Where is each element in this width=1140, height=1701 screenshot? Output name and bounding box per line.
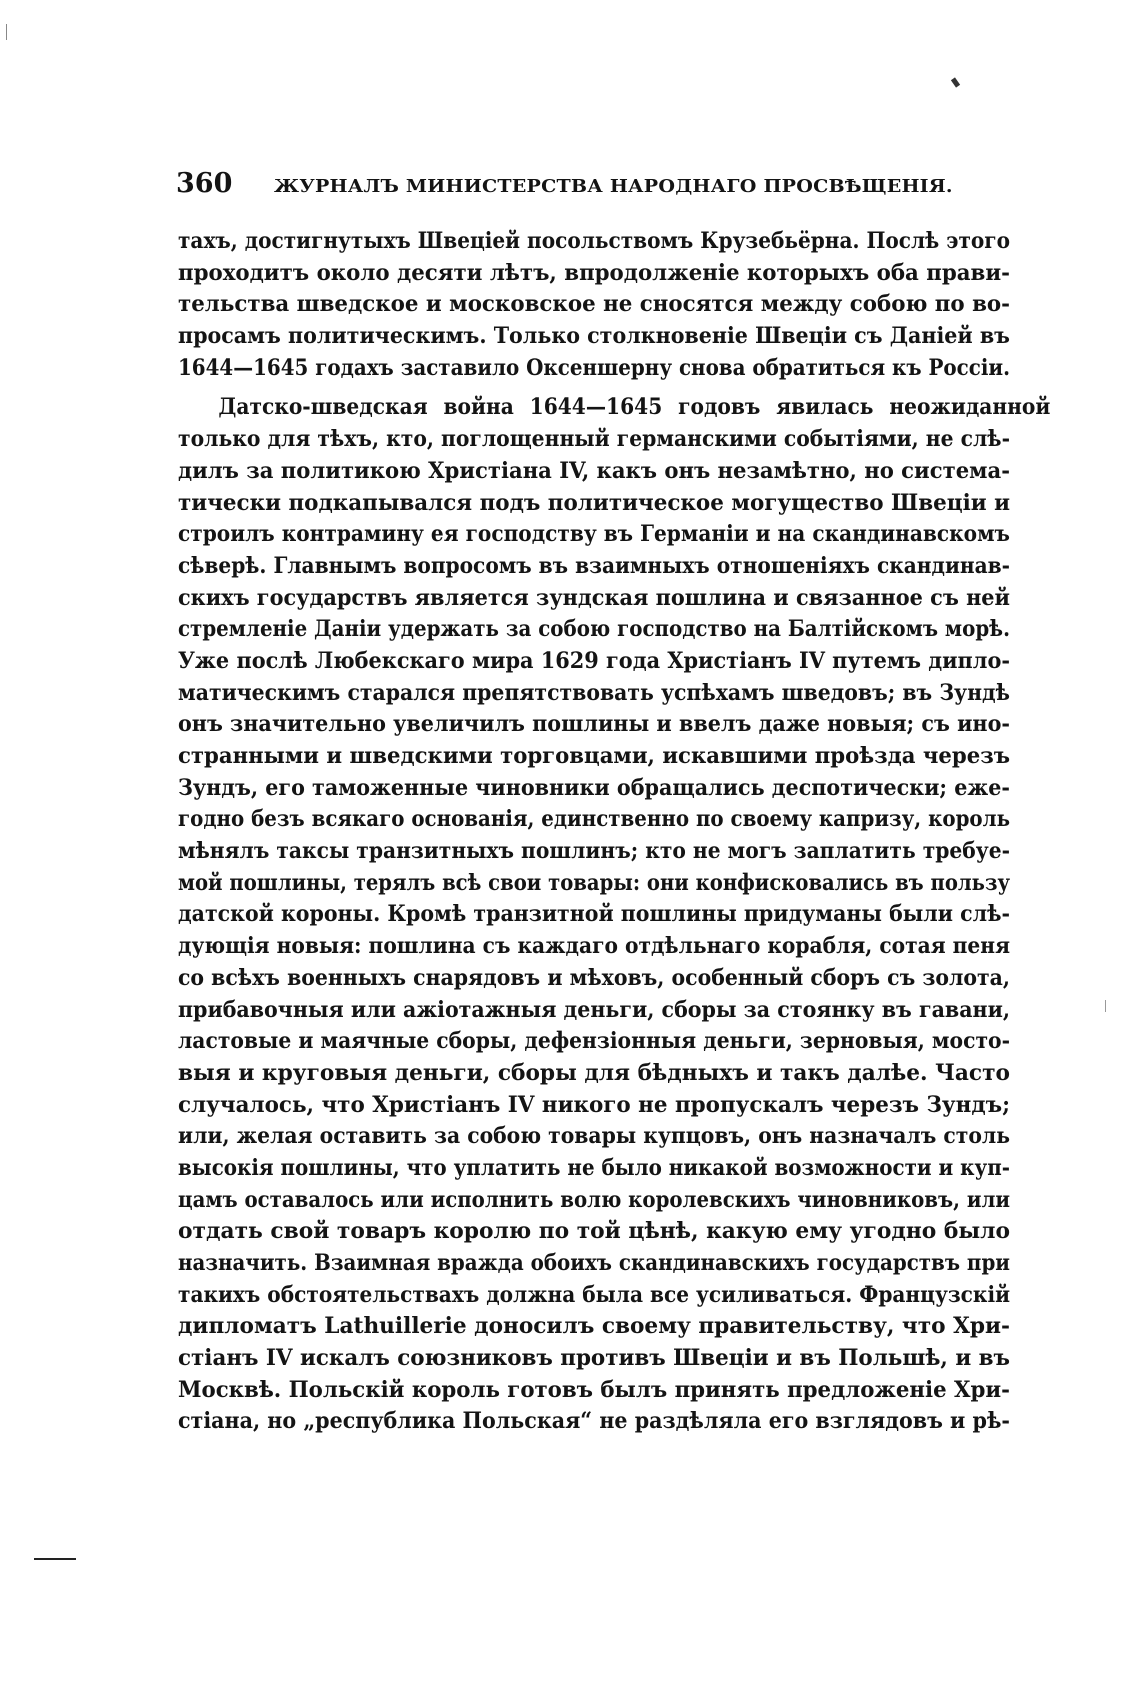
text-line: странными и шведскими торговцами, искавшими проѣзда черезъ (178, 743, 1010, 769)
margin-line-mark (34, 1558, 76, 1560)
text-line: ластовые и маячные сборы, дефензіонныя деньги, зерновыя, мосто- (178, 1028, 1010, 1055)
text-line: дипломатъ Lathuillerie доносилъ своему правительству, что Хри- (178, 1313, 1010, 1340)
text-line: тельства шведское и московское не сносятся между собою по во- (178, 291, 1010, 318)
text-line: дилъ за политикою Христіана IV, какъ онъ незамѣтно, но система- (178, 457, 1010, 484)
text-line: стіанъ IV искалъ союзниковъ противъ Швеціи и въ Польшѣ, и въ (178, 1345, 1010, 1372)
text-line: 1644—1645 годахъ заставило Оксеншерну снова обратиться къ Россіи. (178, 354, 1010, 381)
page-header (176, 168, 1006, 199)
text-line: выя и круговыя деньги, сборы для бѣдныхъ и такъ далѣе. Часто (178, 1059, 1010, 1086)
scan-edge-mark (6, 24, 7, 40)
text-line: со всѣхъ военныхъ снарядовъ и мѣховъ, особенный сборъ съ золота, (178, 964, 1010, 991)
text-line: цамъ оставалось или исполнить волю королевскихъ чиновниковъ, или (178, 1186, 1010, 1213)
text-line: отдать свой товаръ королю по той цѣнѣ, какую ему угодно было (178, 1218, 1010, 1245)
text-line: сѣверѣ. Главнымъ вопросомъ въ взаимныхъ отношеніяхъ скандинав- (178, 552, 1010, 579)
text-line: Датско-шведская война 1644—1645 годовъ явилась неожиданной (218, 394, 1051, 421)
text-line: такихъ обстоятельствахъ должна была все усиливаться. Французскій (178, 1281, 1010, 1308)
text-line: мой пошлины, терялъ всѣ свои товары: они конфисковались въ пользу (178, 869, 1010, 896)
text-line: или, желая оставить за собою товары купцовъ, онъ назначалъ столь (178, 1123, 1010, 1150)
text-line: скихъ государствъ является зундская пошлина и связанное съ ней (178, 584, 1010, 611)
text-line: только для тѣхъ, кто, поглощенный германскими событіями, не слѣ- (178, 426, 1010, 453)
page-number: 360 (176, 168, 233, 199)
text-line: тахъ, достигнутыхъ Швеціей посольствомъ Крузебьёрна. Послѣ этого (178, 228, 1010, 254)
text-line: просамъ политическимъ. Только столкновеніе Швеціи съ Даніей въ (178, 323, 1010, 350)
text-line: онъ значительно увеличилъ пошлины и ввелъ даже новыя; съ ино- (178, 711, 1010, 738)
paragraph (178, 392, 1051, 1438)
scan-ink-speck-right (1105, 1000, 1106, 1012)
text-line: стіана, но „республика Польская“ не раздѣляла его взглядовъ и рѣ- (178, 1408, 1010, 1435)
paragraph-gap (178, 384, 1010, 392)
text-line: мѣнялъ таксы транзитныхъ пошлинъ; кто не могъ заплатить требуе- (178, 838, 1010, 865)
text-line: Москвѣ. Польскій король готовъ былъ принять предложеніе Хри- (178, 1376, 1010, 1403)
text-line: назначить. Взаимная вражда обоихъ скандинавскихъ государствъ при (178, 1250, 1010, 1276)
text-line: проходитъ около десяти лѣтъ, впродолженіе которыхъ оба прави- (178, 259, 1010, 286)
text-line: стремленіе Даніи удержать за собою господство на Балтійскомъ морѣ. (178, 616, 1010, 643)
text-line: датской короны. Кромѣ транзитной пошлины придуманы были слѣ- (178, 901, 1010, 928)
text-line: матическимъ старался препятствовать успѣхамъ шведовъ; въ Зундѣ (178, 679, 1010, 706)
text-line: Уже послѣ Любекскаго мира 1629 года Христіанъ IV путемъ дипло- (178, 647, 1010, 674)
running-head: ЖУРНАЛЪ МИНИСТЕРСТВА НАРОДНАГО ПРОСВѢЩЕНІЯ. (274, 176, 954, 197)
text-line: Зундъ, его таможенные чиновники обращались деспотически; еже- (178, 774, 1010, 801)
text-line: строилъ контрамину ея господству въ Германіи и на скандинавскомъ (178, 521, 1010, 548)
paragraph (178, 226, 1010, 384)
scan-ink-speck (951, 77, 960, 87)
text-line: годно безъ всякаго основанія, единственно по своему капризу, король (178, 806, 1010, 833)
body-text (178, 226, 1051, 1438)
text-line: прибавочныя или ажіотажныя деньги, сборы за стоянку въ гавани, (178, 996, 1010, 1023)
text-line: высокія пошлины, что уплатить не было никакой возможности и куп- (178, 1154, 1010, 1181)
text-line: тически подкапывался подъ политическое могущество Швеціи и (178, 489, 1010, 516)
text-line: случалось, что Христіанъ IV никого не пропускалъ черезъ Зундъ; (178, 1091, 1010, 1118)
text-line: дующія новыя: пошлина съ каждаго отдѣльнаго корабля, сотая пеня (178, 933, 1010, 960)
